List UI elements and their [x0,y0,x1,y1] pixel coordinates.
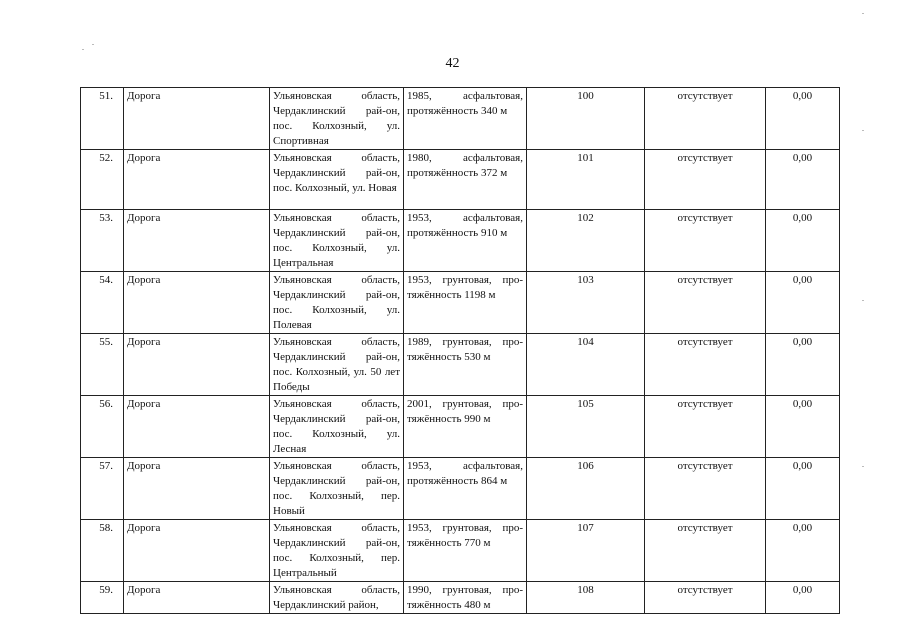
object-description: 1990, грунтовая, про-тяжённость 480 м [404,582,527,614]
object-value: 0,00 [766,272,840,334]
table-row [81,458,840,520]
row-number: 54. [81,272,124,334]
object-address: Ульяновская область, Чердаклинский рай-он, пос. Колхозный, ул. 50 лет Победы [270,334,404,396]
object-code: 104 [527,334,645,396]
encumbrance: отсутствует [645,210,766,272]
object-name: Дорога [124,520,270,582]
object-address: Ульяновская область, Чердаклинский рай-он, пос. Колхозный, ул. Новая [270,150,404,210]
object-address: Ульяновская область, Чердаклинский рай-он, пос. Колхозный, ул. Полевая [270,272,404,334]
encumbrance: отсутствует [645,582,766,614]
table-row [81,520,840,582]
object-value: 0,00 [766,334,840,396]
object-description: 1985, асфальтовая, протяжённость 340 м [404,88,527,150]
table-row [81,334,840,396]
scan-speck [862,13,864,14]
encumbrance: отсутствует [645,150,766,210]
object-description: 1953, грунтовая, про-тяжённость 770 м [404,520,527,582]
row-number: 53. [81,210,124,272]
scan-speck [92,44,94,45]
object-address: Ульяновская область, Чердаклинский рай-он, пос. Колхозный, пер. Центральный [270,520,404,582]
encumbrance: отсутствует [645,88,766,150]
object-code: 106 [527,458,645,520]
object-value: 0,00 [766,210,840,272]
row-number: 57. [81,458,124,520]
object-name: Дорога [124,150,270,210]
table-row [81,210,840,272]
object-description: 1953, асфальтовая, протяжённость 910 м [404,210,527,272]
object-description: 1989, грунтовая, про-тяжённость 530 м [404,334,527,396]
object-description: 2001, грунтовая, про-тяжённость 990 м [404,396,527,458]
object-description: 1980, асфальтовая, протяжённость 372 м [404,150,527,210]
object-value: 0,00 [766,458,840,520]
object-name: Дорога [124,582,270,614]
object-address: Ульяновская область, Чердаклинский район, [270,582,404,614]
object-value: 0,00 [766,582,840,614]
object-value: 0,00 [766,396,840,458]
object-name: Дорога [124,210,270,272]
object-name: Дорога [124,88,270,150]
table-row [81,396,840,458]
encumbrance: отсутствует [645,458,766,520]
object-name: Дорога [124,458,270,520]
scan-speck [862,300,864,301]
object-name: Дорога [124,334,270,396]
row-number: 51. [81,88,124,150]
encumbrance: отсутствует [645,272,766,334]
table-row [81,582,840,614]
object-code: 100 [527,88,645,150]
object-name: Дорога [124,272,270,334]
object-name: Дорога [124,396,270,458]
object-address: Ульяновская область, Чердаклинский рай-он, пос. Колхозный, пер. Новый [270,458,404,520]
row-number: 59. [81,582,124,614]
encumbrance: отсутствует [645,520,766,582]
object-description: 1953, асфальтовая, протяжённость 864 м [404,458,527,520]
table-row [81,150,840,210]
object-address: Ульяновская область, Чердаклинский рай-он, пос. Колхозный, ул. Спортивная [270,88,404,150]
row-number: 52. [81,150,124,210]
scan-speck [82,49,84,50]
row-number: 58. [81,520,124,582]
object-address: Ульяновская область, Чердаклинский рай-он, пос. Колхозный, ул. Центральная [270,210,404,272]
object-code: 105 [527,396,645,458]
encumbrance: отсутствует [645,396,766,458]
object-description: 1953, грунтовая, про-тяжённость 1198 м [404,272,527,334]
object-code: 108 [527,582,645,614]
object-code: 107 [527,520,645,582]
object-code: 103 [527,272,645,334]
row-number: 55. [81,334,124,396]
object-value: 0,00 [766,88,840,150]
table-row [81,272,840,334]
page-number: 42 [445,56,460,71]
encumbrance: отсутствует [645,334,766,396]
object-code: 101 [527,150,645,210]
object-code: 102 [527,210,645,272]
object-value: 0,00 [766,520,840,582]
object-address: Ульяновская область, Чердаклинский рай-он, пос. Колхозный, ул. Лесная [270,396,404,458]
table-row [81,88,840,150]
object-value: 0,00 [766,150,840,210]
row-number: 56. [81,396,124,458]
property-registry-table [80,87,840,614]
scan-speck [862,466,864,467]
scan-speck [862,130,864,131]
